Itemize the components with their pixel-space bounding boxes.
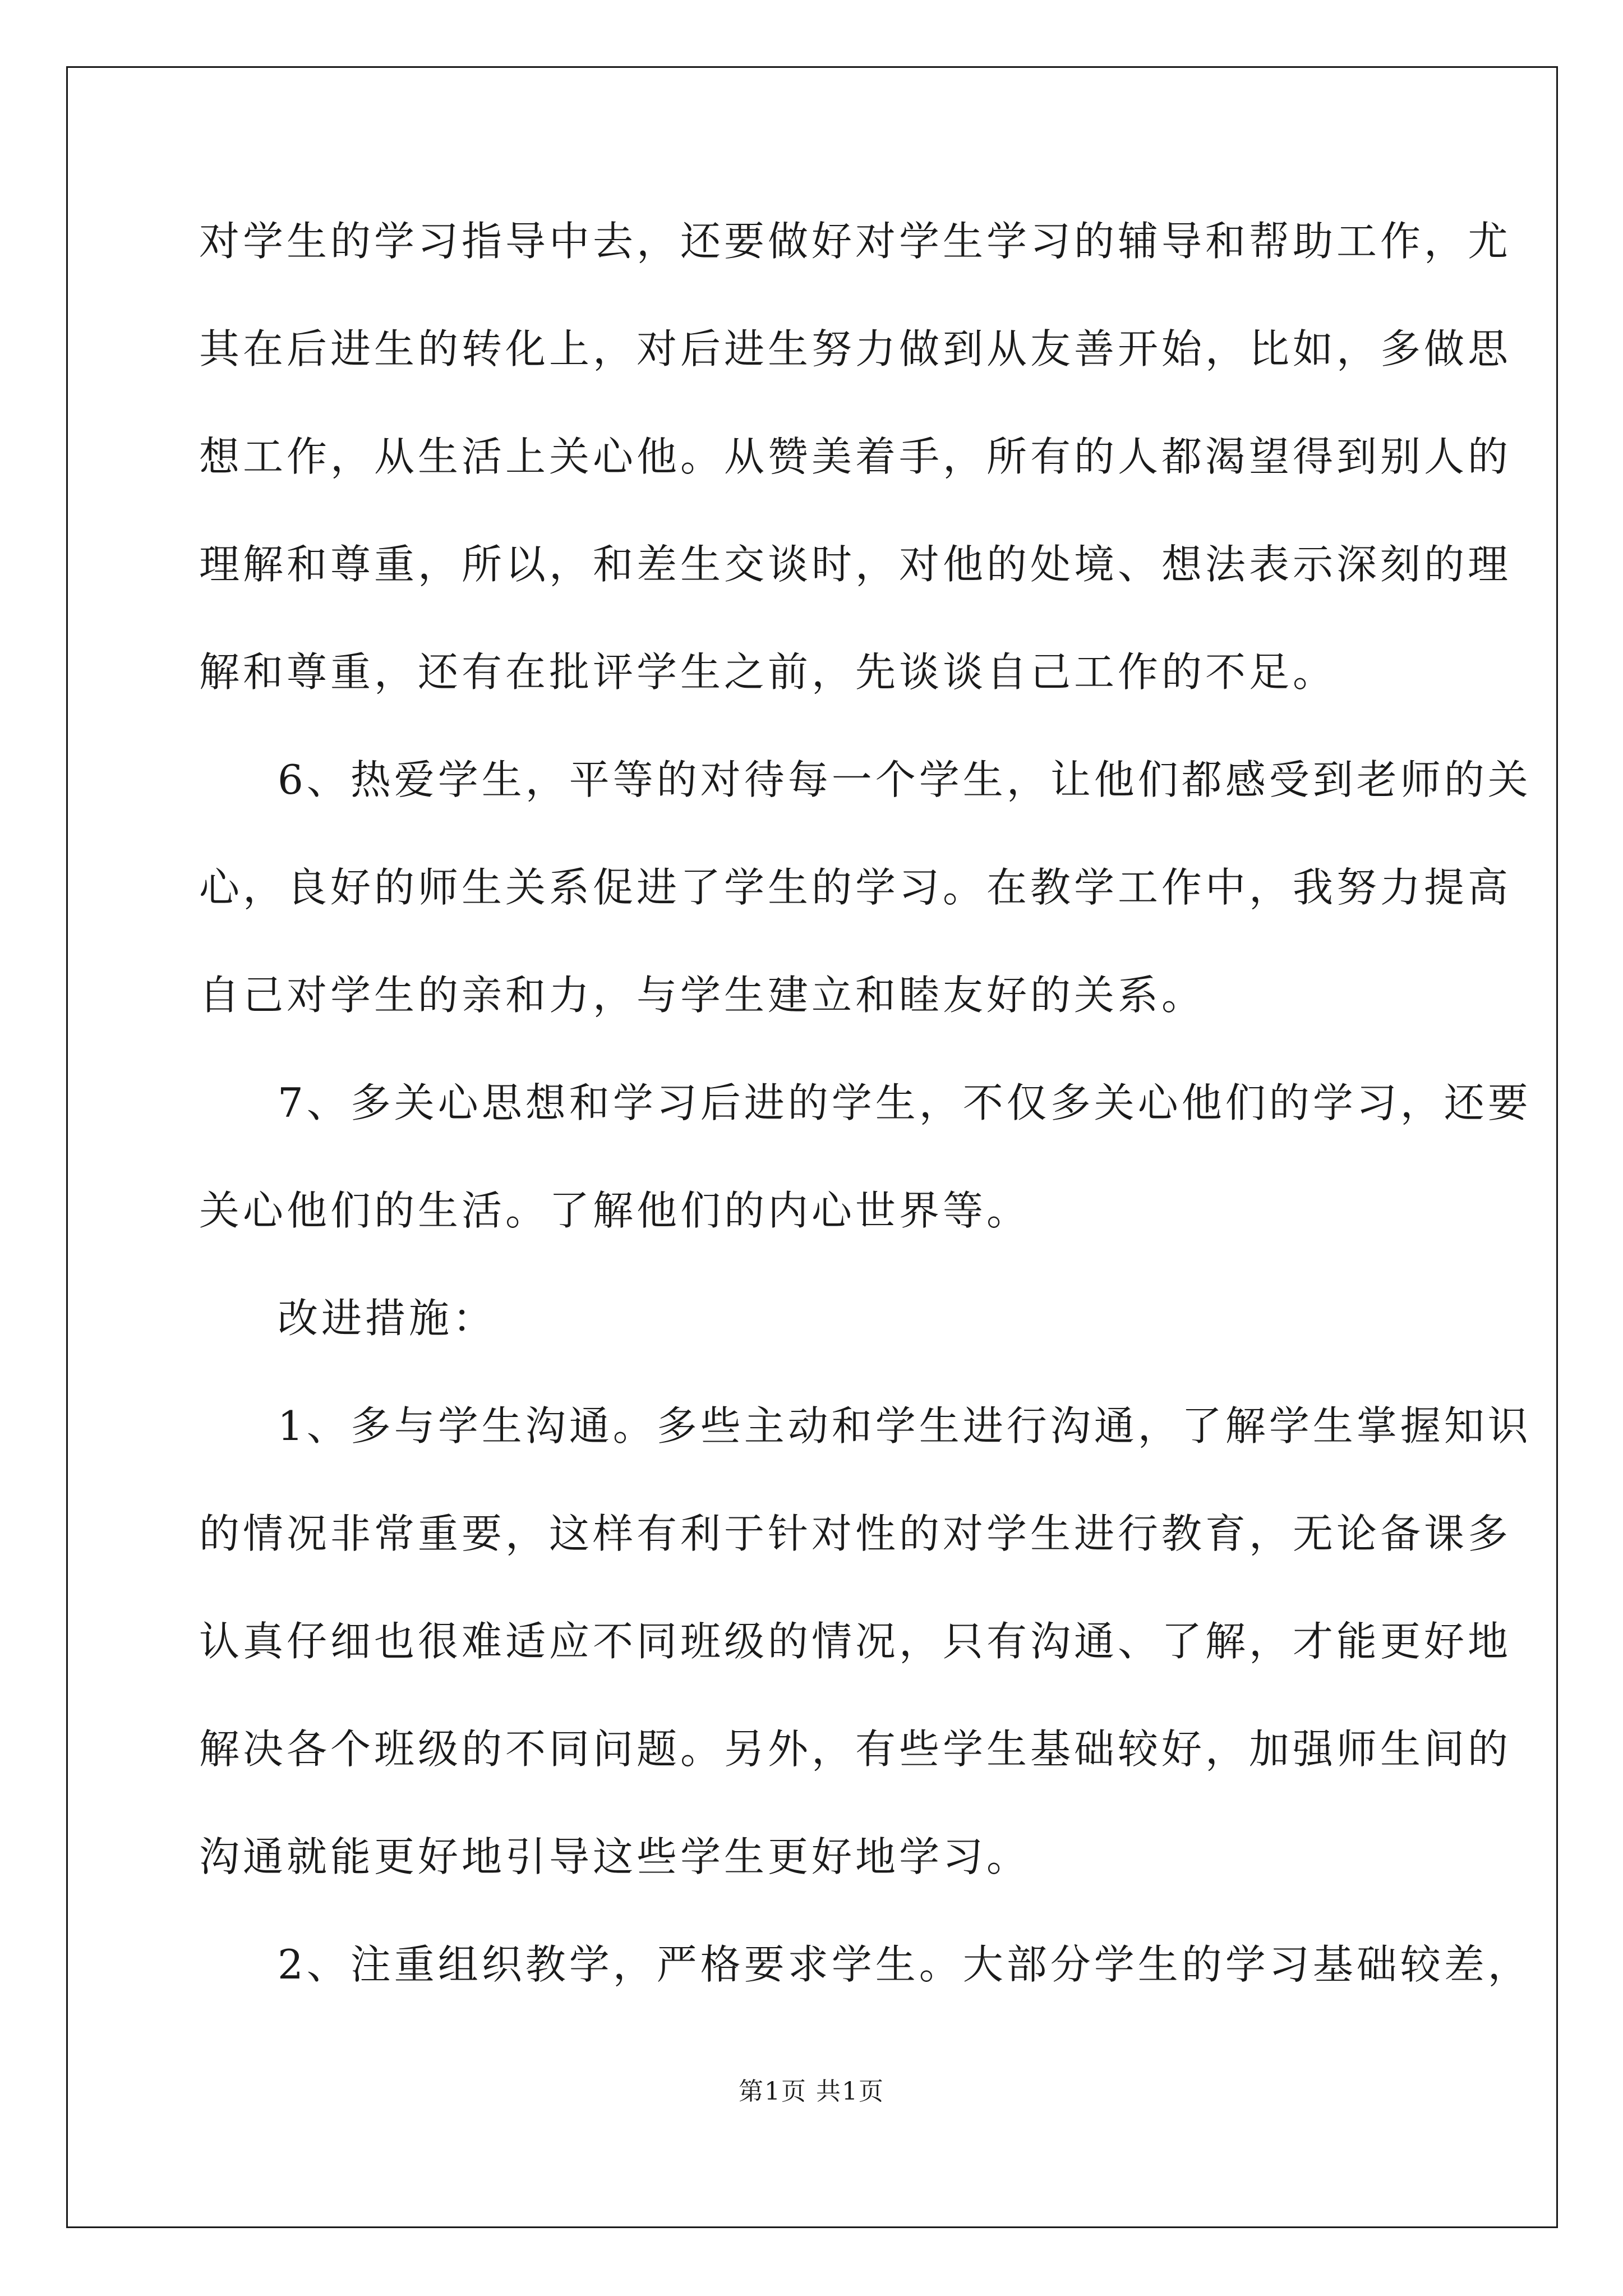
text-line: 6、热爱学生，平等的对待每一个学生，让他们都感受到老师的关 [278,756,1532,803]
text-line: 1、多与学生沟通。多些主动和学生进行沟通，了解学生掌握知识 [278,1402,1532,1450]
page-footer: 第1页 共1页 [739,2077,884,2106]
text-line: 认真仔细也很难适应不同班级的情况，只有沟通、了解，才能更好地 [199,1618,1512,1665]
text-line: 的情况非常重要，这样有利于针对性的对学生进行教育，无论备课多 [199,1510,1512,1557]
text-line: 想工作，从生活上关心他。从赞美着手，所有的人都渴望得到别人的 [199,433,1512,480]
text-line: 沟通就能更好地引导这些学生更好地学习。 [199,1833,1031,1880]
text-line: 自己对学生的亲和力，与学生建立和睦友好的关系。 [199,972,1206,1019]
text-line: 其在后进生的转化上，对后进生努力做到从友善开始，比如，多做思 [199,325,1512,372]
text-line: 7、多关心思想和学习后进的学生，不仅多关心他们的学习，还要 [278,1079,1532,1126]
text-line: 2、注重组织教学，严格要求学生。大部分学生的学习基础较差， [278,1941,1532,1988]
text-line: 解决各个班级的不同问题。另外，有些学生基础较好，加强师生间的 [199,1726,1512,1773]
page-border [66,66,1558,2228]
text-line: 解和尊重，还有在批评学生之前，先谈谈自己工作的不足。 [199,648,1337,696]
text-line: 理解和尊重，所以，和差生交谈时，对他的处境、想法表示深刻的理 [199,541,1512,588]
text-line: 心，良好的师生关系促进了学生的学习。在教学工作中，我努力提高 [199,864,1512,911]
text-line: 对学生的学习指导中去，还要做好对学生学习的辅导和帮助工作，尤 [199,218,1512,265]
text-line: 关心他们的生活。了解他们的内心世界等。 [199,1187,1031,1234]
section-heading: 改进措施： [278,1295,497,1342]
